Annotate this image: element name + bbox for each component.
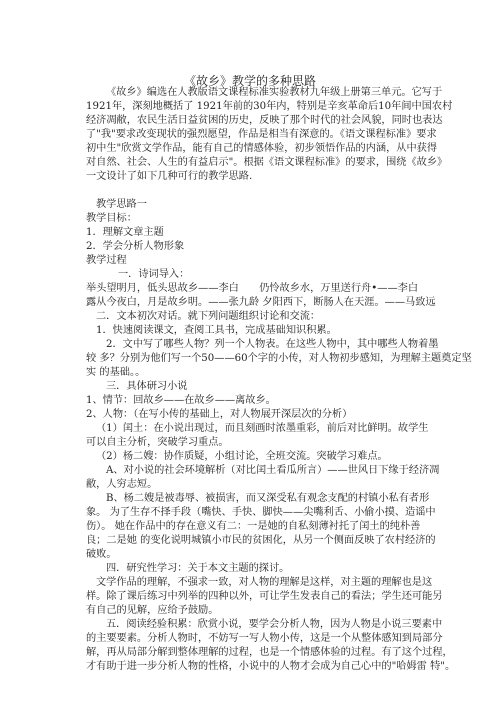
text-line: 的主要要素。分析人物时，不妨写一写人物小传，这是一个从整体感知到局部分 [86, 633, 443, 644]
text-line: 教学目标： [86, 213, 137, 224]
text-line: 一．诗词导入： [118, 269, 190, 280]
text-line: 《故乡》编选在人教版语文课程标准实验教材九年级上册第三单元。它写于 [106, 87, 443, 98]
text-line: 一文设计了如下几种可行的教学思路. [86, 171, 253, 182]
text-line: 露从今夜白，月是故乡明。——张九龄 夕阳西下，断肠人在天涯。——马致远 [86, 297, 436, 308]
text-line: 1921年，深刻地概括了 1921年前的30年内，特别是辛亥革命后10年间中国农村 [86, 101, 453, 112]
text-line: 伤）。 她在作品中的存在意义有二：一是她的自私刻薄衬托了闰土的纯朴善 [86, 521, 421, 532]
text-line: 解，再从局部分解到整体理解的过程，也是一个情感体验的过程。有了这个过程， [86, 647, 453, 658]
text-line: 1．理解文章主题 [86, 227, 164, 238]
text-line: 样。除了课后练习中列举的四种以外，可让学生发表自己的看法；学生还可能另 [86, 591, 443, 602]
text-line: 有自己的见解，应给予鼓励。 [86, 605, 219, 616]
text-line: 2．文中写了哪些人物？列一个人物表。在这些人物中，其中哪些人物着墨 [106, 339, 439, 350]
text-line: 文学作品的理解，不强求一致，对人物的理解是这样，对主题的理解也是这 [96, 577, 433, 588]
text-line: 良；二是她 的变化说明城镇小市民的贫困化，从另一个侧面反映了农村经济的 [86, 535, 436, 546]
text-line: （2）杨二嫂：协作质疑，小组讨论，全班交流。突破学习难点。 [96, 451, 388, 462]
document-title: 《故乡》教学的多种思路 [183, 74, 316, 88]
text-line: 可以自主分析，突破学习重点。 [86, 437, 229, 448]
text-line: 1．快速阅读课文，查阅工具书，完成基础知识积累。 [96, 325, 337, 336]
text-line: 1、情节：回故乡——在故乡——离故乡。 [86, 395, 276, 406]
text-line: 敝，人穷志短。 [86, 479, 158, 490]
text-line: 四．研究性学习：关于本文主题的探讨。 [106, 563, 290, 574]
text-line: 教学过程 [86, 255, 127, 266]
text-line: 2、人物：（在写小传的基础上，对人物展开深层次的分析） [86, 409, 353, 420]
text-line: 五．阅读经验积累：欣赏小说，要学会分析人物，因为人物是小说三要素中 [106, 619, 443, 630]
text-line: 较 多？分别为他们写一个50——60个字的小传，对人物初步感知，为理解主题奠定坚 [86, 353, 472, 364]
text-line: 象。 为了生存不择手段（嘴快、手快、脚快——尖嘴利舌、小偷小摸、造谣中 [86, 507, 436, 518]
text-line: A、对小说的社会环境解析（对比闰土看瓜所言）——世风日下缘于经济凋 [106, 465, 440, 476]
text-line: 实 的基础。。 [86, 367, 146, 378]
text-line: 三．具体研习小说 [106, 381, 188, 392]
section-heading: 教学思路一 [96, 199, 147, 210]
text-line: 了"我"要求改变现状的强烈愿望，作品是相当有深意的。《语文课程标准》要求 [86, 129, 437, 140]
text-line: 破败。 [86, 549, 117, 560]
text-line: 初中生"欣赏文学作品，能有自己的情感体验，初步领悟作品的内涵，从中获得 [86, 143, 438, 154]
text-line: （1）闰土：在小说出现过，而且刻画时浓墨重彩，前后对比鲜明。故学生 [96, 423, 429, 434]
text-line: 才有助于进一步分析人物的性格，小说中的人物才会成为自己心中的"哈姆雷 特"。 [86, 661, 456, 672]
text-line: 举头望明月，低头思故乡——李白 仍怜故乡水，万里送行舟•——李白 [86, 283, 419, 294]
text-line: 2．学会分析人物形象 [86, 241, 185, 252]
text-line: B、杨二嫂是被毒辱、被损害，而又深受私有观念支配的村镇小私有者形 [106, 493, 430, 504]
text-line: 对自然、社会、人生的有益启示"。根据《语文课程标准》的要求，围绕《故乡》 [86, 157, 448, 168]
text-line: 经济凋敝，农民生活日益贫困的历史，反映了那个时代的社会风貌，同时也表达 [86, 115, 443, 126]
text-line: 二．文本初次对话。就下列问题组织讨论和交流： [96, 311, 321, 322]
